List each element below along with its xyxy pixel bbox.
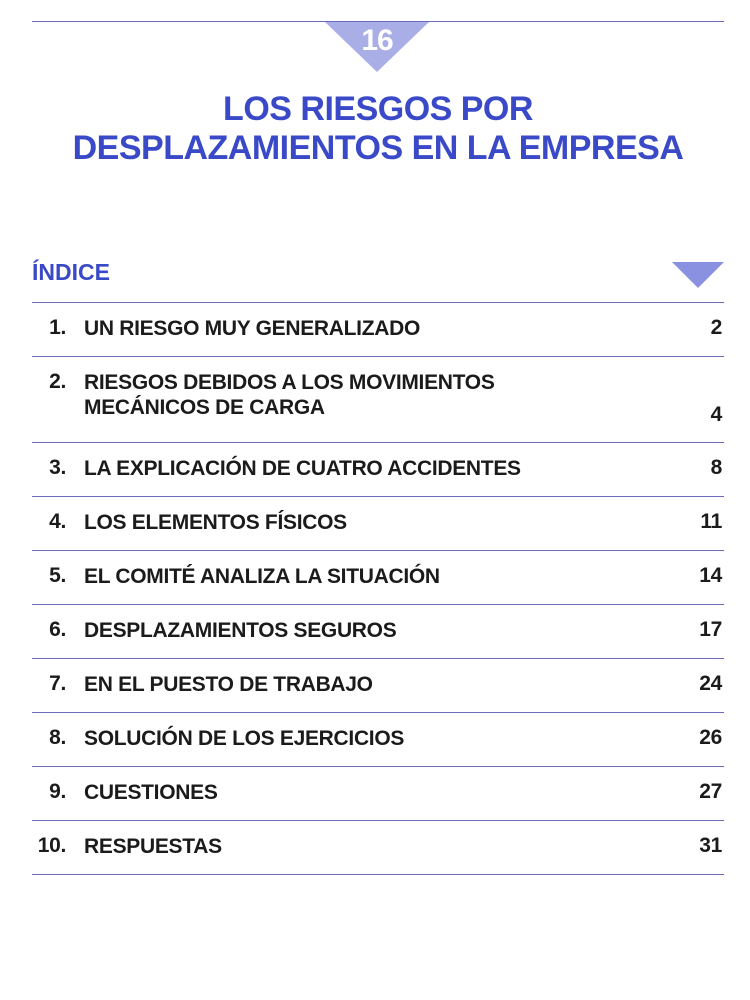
toc-item-number: 4. (49, 510, 66, 533)
toc-item-number: 6. (49, 618, 66, 641)
toc-item-title: SOLUCIÓN DE LOS EJERCICIOS (84, 727, 405, 750)
toc-item-page: 24 (699, 672, 722, 695)
toc-item[interactable] (32, 303, 724, 357)
toc-item-title: EL COMITÉ ANALIZA LA SITUACIÓN (84, 565, 440, 588)
toc-item-title: CUESTIONES (84, 781, 218, 804)
toc-item[interactable] (32, 551, 724, 605)
toc-item[interactable] (32, 821, 724, 875)
toc-item[interactable] (32, 767, 724, 821)
chapter-badge (325, 22, 429, 72)
toc-item-page: 26 (699, 726, 722, 749)
toc-item-number: 8. (49, 726, 66, 749)
toc-item-page: 14 (699, 564, 722, 587)
toc-item-number: 1. (49, 316, 66, 339)
toc-item-title: LA EXPLICACIÓN DE CUATRO ACCIDENTES (84, 457, 521, 480)
toc-item-title: UN RIESGO MUY GENERALIZADO (84, 317, 421, 340)
chapter-title-line1: LOS RIESGOS POR (223, 90, 533, 128)
toc-item-title: EN EL PUESTO DE TRABAJO (84, 673, 373, 696)
toc-item-page: 11 (700, 510, 722, 533)
toc-item-page: 4 (710, 403, 722, 426)
toc-item[interactable] (32, 713, 724, 767)
toc-item-number: 5. (49, 564, 66, 587)
toc-item[interactable] (32, 659, 724, 713)
toc-item-page: 2 (710, 316, 722, 339)
toc-item-number: 7. (49, 672, 66, 695)
toc-item-title: DESPLAZAMIENTOS SEGUROS (84, 619, 397, 642)
toc-item-page: 27 (699, 780, 722, 803)
toc-item[interactable] (32, 357, 724, 443)
toc-item-title: RIESGOS DEBIDOS A LOS MOVIMIENTOS MECÁNICOS DE CARGA (84, 371, 495, 419)
index-heading: ÍNDICE (32, 259, 110, 285)
table-of-contents (32, 302, 724, 875)
toc-item-page: 31 (699, 834, 722, 857)
chapter-title-line2: DESPLAZAMIENTOS EN LA EMPRESA (72, 129, 684, 167)
toc-item[interactable] (32, 497, 724, 551)
chapter-title (40, 90, 716, 168)
triangle-down-icon (672, 262, 724, 288)
toc-item-number: 10. (37, 834, 66, 857)
toc-item-number: 9. (49, 780, 66, 803)
toc-item-number: 3. (49, 456, 66, 479)
toc-item[interactable] (32, 605, 724, 659)
toc-item[interactable] (32, 443, 724, 497)
toc-item-page: 8 (710, 456, 722, 479)
toc-item-page: 17 (699, 618, 722, 641)
toc-item-title: LOS ELEMENTOS FÍSICOS (84, 511, 347, 534)
toc-item-number: 2. (49, 370, 66, 393)
chapter-number: 16 (361, 24, 393, 57)
toc-item-title: RESPUESTAS (84, 835, 222, 858)
